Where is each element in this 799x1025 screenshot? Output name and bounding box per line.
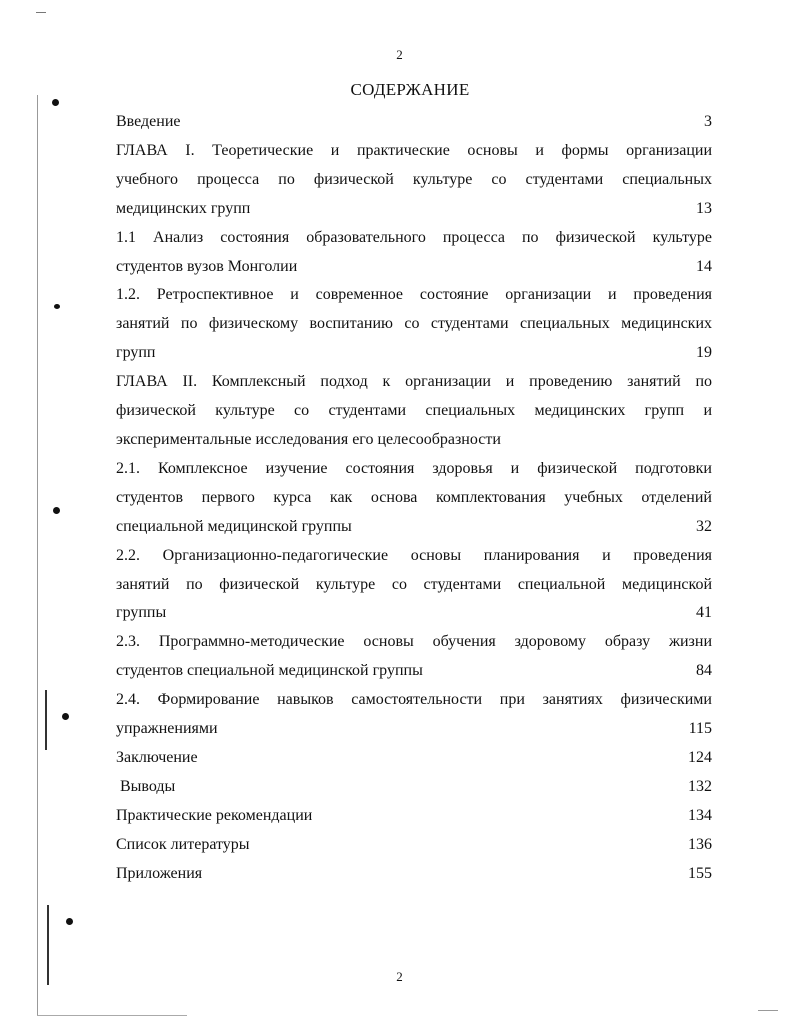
toc-entry-line: [116, 860, 712, 889]
toc-entry-page-number: 41: [696, 604, 712, 622]
toc-entry-page-number: 84: [696, 662, 712, 680]
toc-entry-text: Приложения: [116, 864, 203, 882]
toc-entry-line: [116, 773, 712, 802]
toc-entry-line: [116, 599, 712, 628]
toc-entry-page-number: 14: [696, 257, 712, 275]
toc-entry-page-number: 115: [688, 720, 712, 738]
toc-entry-text: упражнениями: [116, 720, 218, 738]
toc-entry-line: ГЛАВА I. Теоретические и практические основы и формы организации: [116, 141, 712, 159]
toc-entry-page-number: 132: [688, 777, 712, 795]
toc-entry-line: [116, 831, 712, 860]
toc-entry-text: студентов специальной медицинской группы: [116, 662, 423, 680]
toc-entry-line: 1.1 Анализ состояния образовательного процесса по физической культуре: [116, 228, 712, 246]
toc-entry-line: [116, 108, 712, 137]
toc-entry: [116, 744, 712, 773]
toc-entry-line: [116, 715, 712, 744]
toc-entry: [116, 831, 712, 860]
toc-entry-page-number: 32: [696, 517, 712, 535]
toc-entry-text: экспериментальные исследования его целесообразности: [116, 430, 501, 448]
toc-entry-line: учебного процесса по физической культуре со студентами специальных: [116, 170, 712, 188]
toc-entry: [116, 224, 712, 282]
binding-hole-mark: [52, 99, 59, 106]
toc-entry-text: Введение: [116, 113, 181, 130]
toc-entry-text: студентов вузов Монголии: [116, 257, 298, 275]
toc-entry: [116, 860, 712, 889]
toc-entry: [116, 137, 712, 224]
toc-entry: [116, 802, 712, 831]
toc-entry-line: студентов первого курса как основа комплектования учебных отделений: [116, 488, 712, 506]
toc-entry-line: 2.2. Организационно-педагогические основы планирования и проведения: [116, 546, 712, 564]
toc-entry-line: ГЛАВА II. Комплексный подход к организации и проведению занятий по: [116, 373, 712, 391]
toc-entry-line: занятий по физическому воспитанию со студентами специальных медицинских: [116, 315, 712, 333]
scan-artifact-top-left: [36, 12, 46, 13]
page-title: СОДЕРЖАНИЕ: [350, 80, 470, 99]
toc-entry: [116, 542, 712, 629]
toc-entry-page-number: 134: [688, 806, 712, 824]
toc-entry-page-number: 155: [688, 864, 712, 882]
toc-entry-line: [116, 426, 712, 455]
toc-entry-text: Заключение: [116, 748, 198, 766]
binding-hole-mark: [66, 918, 73, 925]
toc-entry-line: физической культуре со студентами специальных медицинских групп и: [116, 402, 712, 420]
toc-entry-line: 2.3. Программно-методические основы обучения здоровому образу жизни: [116, 633, 712, 651]
page-number-bottom: 2: [396, 969, 403, 984]
toc-entry: [116, 686, 712, 744]
toc-entry-text: медицинских групп: [116, 199, 251, 217]
scan-margin-bottom-line: [37, 1015, 187, 1016]
toc-entry: [116, 108, 712, 137]
toc-entry-line: 2.1. Комплексное изучение состояния здоровья и физической подготовки: [116, 459, 712, 477]
toc-entry-page-number: 13: [696, 199, 712, 217]
toc-entry-page-number: 136: [688, 835, 712, 853]
binding-hole-mark: [54, 304, 60, 309]
table-of-contents: [116, 108, 712, 888]
binding-hole-mark: [53, 507, 60, 514]
toc-entry-line: [116, 802, 712, 831]
toc-entry-text: Список литературы: [116, 835, 250, 853]
binding-hole-mark: [62, 713, 69, 720]
toc-entry-line: 2.4. Формирование навыков самостоятельности при занятиях физическими: [116, 691, 712, 709]
toc-entry-line: [116, 513, 712, 542]
scan-margin-line: [45, 690, 47, 750]
toc-entry-text: групп: [116, 344, 156, 362]
page-number-top: 2: [396, 47, 403, 62]
toc-entry: [116, 773, 712, 802]
toc-entry-line: [116, 195, 712, 224]
toc-entry-page-number: 124: [688, 748, 712, 766]
scan-artifact-bottom-right: [758, 1010, 778, 1011]
toc-entry-text: специальной медицинской группы: [116, 517, 352, 535]
toc-entry: [116, 628, 712, 686]
toc-entry-page-number: 3: [704, 113, 712, 130]
toc-entry-line: занятий по физической культуре со студентами специальной медицинской: [116, 575, 712, 593]
toc-entry-line: [116, 339, 712, 368]
toc-entry: [116, 455, 712, 542]
toc-entry: [116, 281, 712, 368]
toc-entry-line: [116, 657, 712, 686]
toc-entry-line: [116, 253, 712, 282]
toc-entry-text: Практические рекомендации: [116, 806, 313, 824]
toc-entry-text: Выводы: [120, 777, 176, 795]
toc-entry-page-number: 19: [696, 344, 712, 362]
toc-entry-text: группы: [116, 604, 167, 622]
toc-entry-line: [116, 744, 712, 773]
toc-entry-line: 1.2. Ретроспективное и современное состояние организации и проведения: [116, 286, 712, 304]
toc-entry: [116, 368, 712, 455]
scan-margin-line: [37, 95, 38, 1015]
